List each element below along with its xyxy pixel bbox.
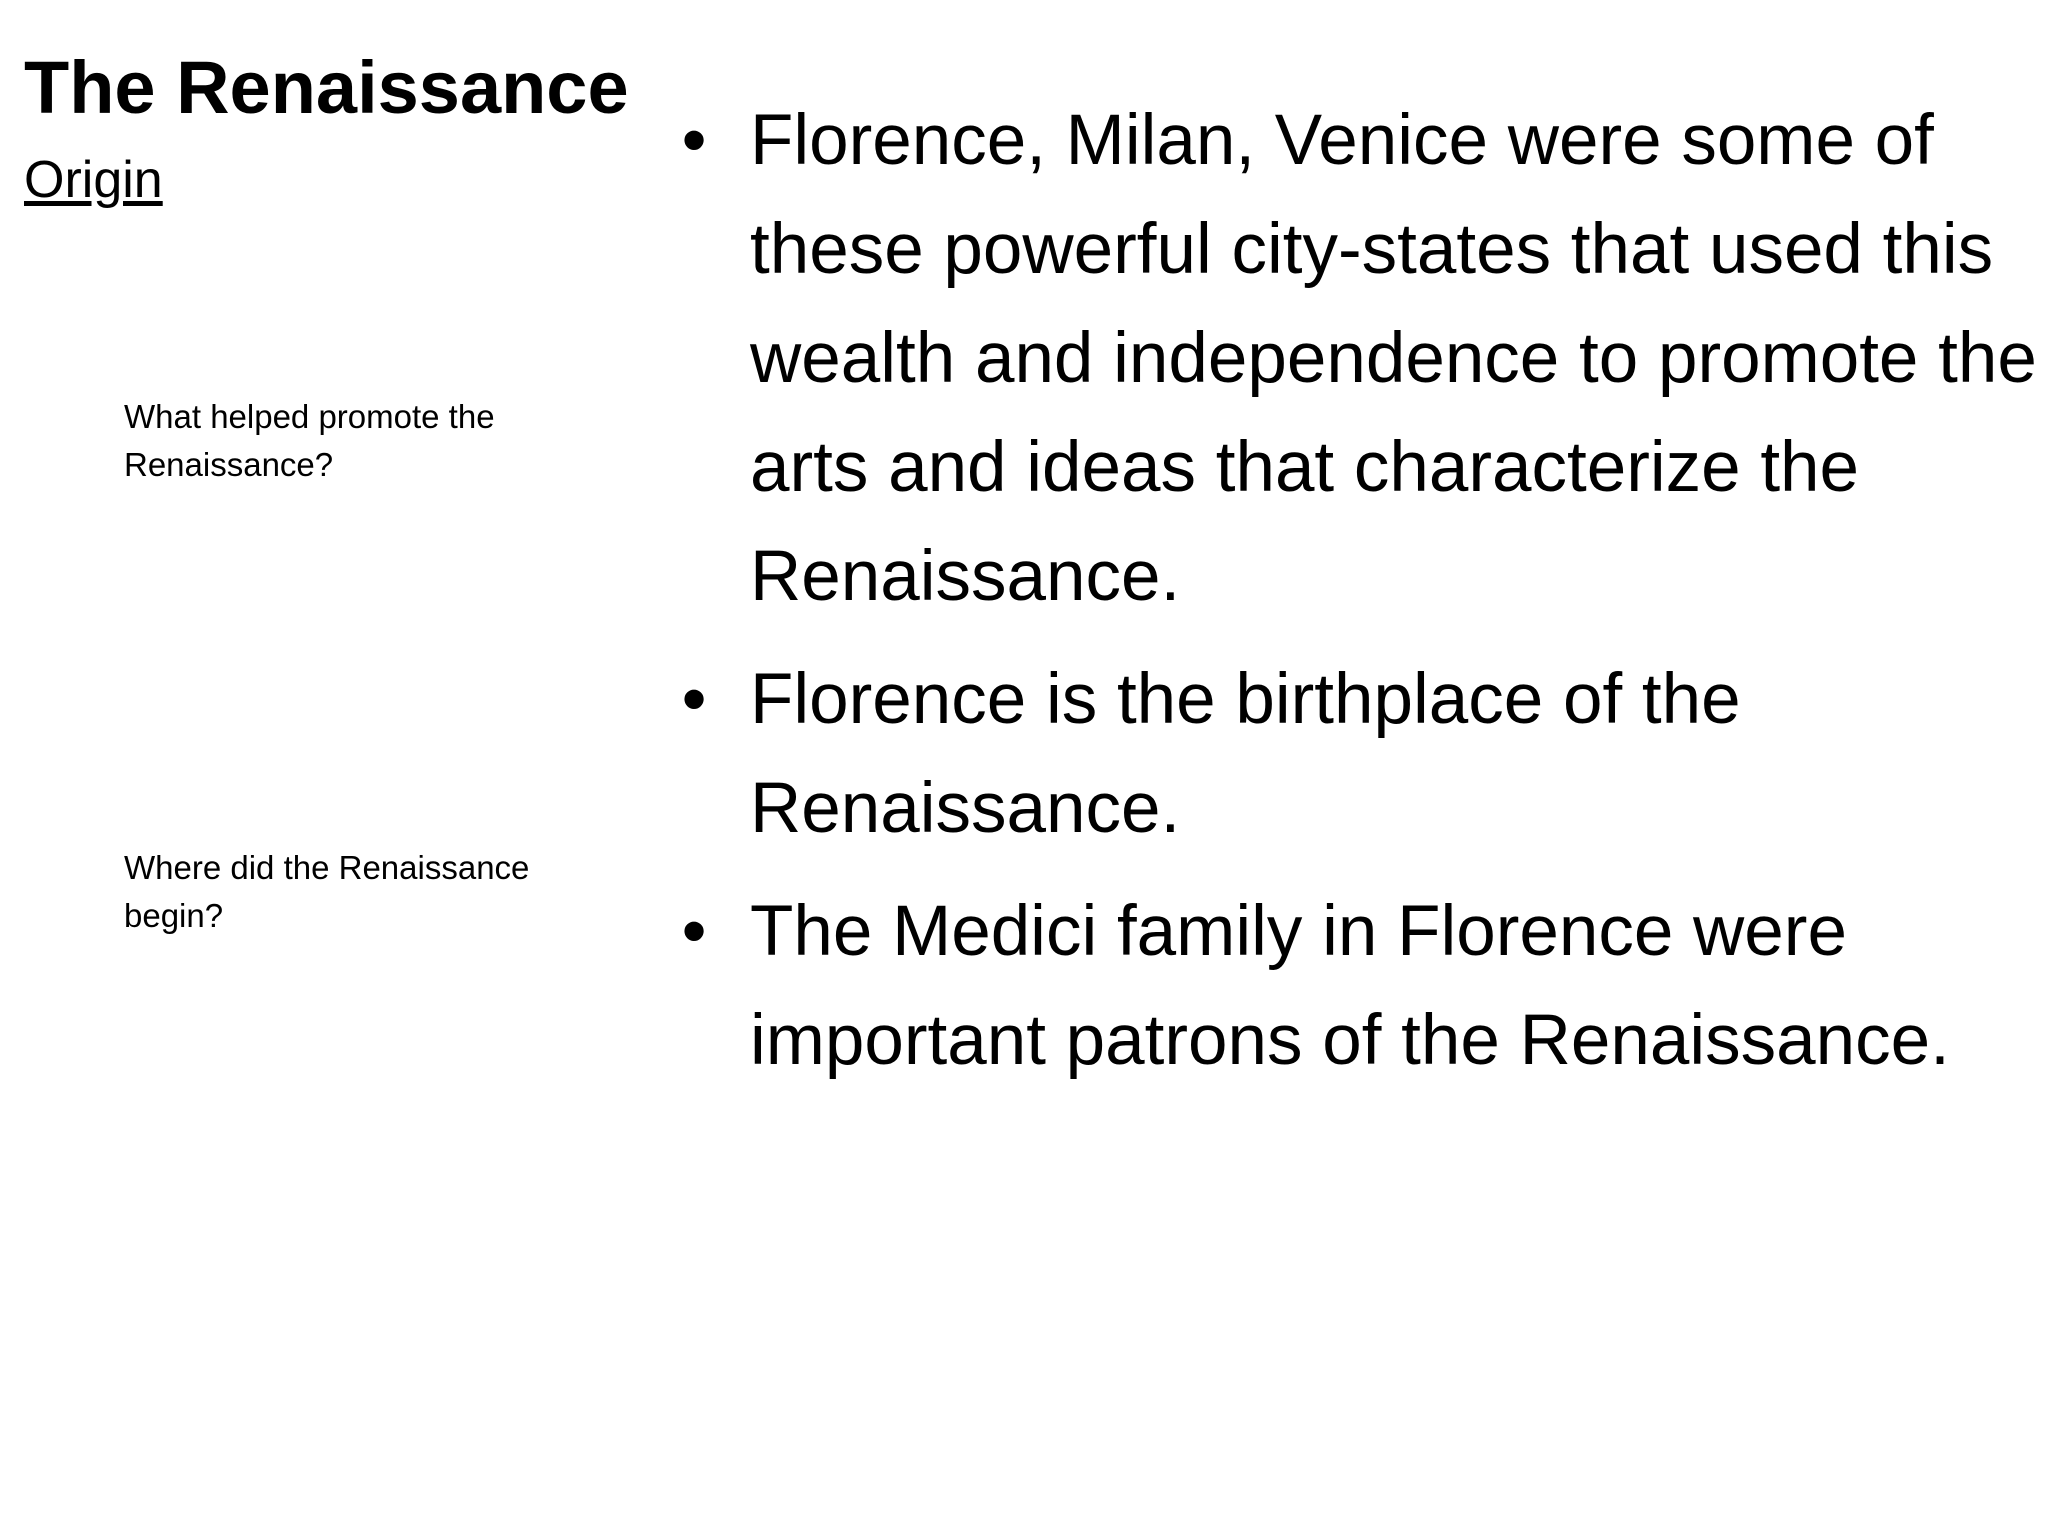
slide-title: The Renaissance <box>24 46 629 129</box>
bullet-icon: • <box>681 101 707 180</box>
bullet-icon: • <box>681 892 707 971</box>
bullet-text: The Medici family in Florence were important patrons of the Renaissance. <box>750 892 1950 1080</box>
bullet-list <box>668 86 2040 1095</box>
bullet-text: Florence, Milan, Venice were some of these powerful city-states that used this wealth and independence to promote the arts and ideas that characterize the Renaissance. <box>750 101 2037 616</box>
bullet-item-medici-patrons <box>668 877 2040 1095</box>
bullet-item-city-states <box>668 86 2040 631</box>
bullet-item-florence-birthplace <box>668 645 2040 863</box>
bullet-icon: • <box>681 660 707 739</box>
slide-subtitle: Origin <box>24 151 163 209</box>
question-renaissance-origin: Where did the Renaissance begin? <box>124 849 530 934</box>
bullet-text: Florence is the birthplace of the Renaissance. <box>750 660 1741 848</box>
question-promote-renaissance: What helped promote the Renaissance? <box>124 398 495 483</box>
